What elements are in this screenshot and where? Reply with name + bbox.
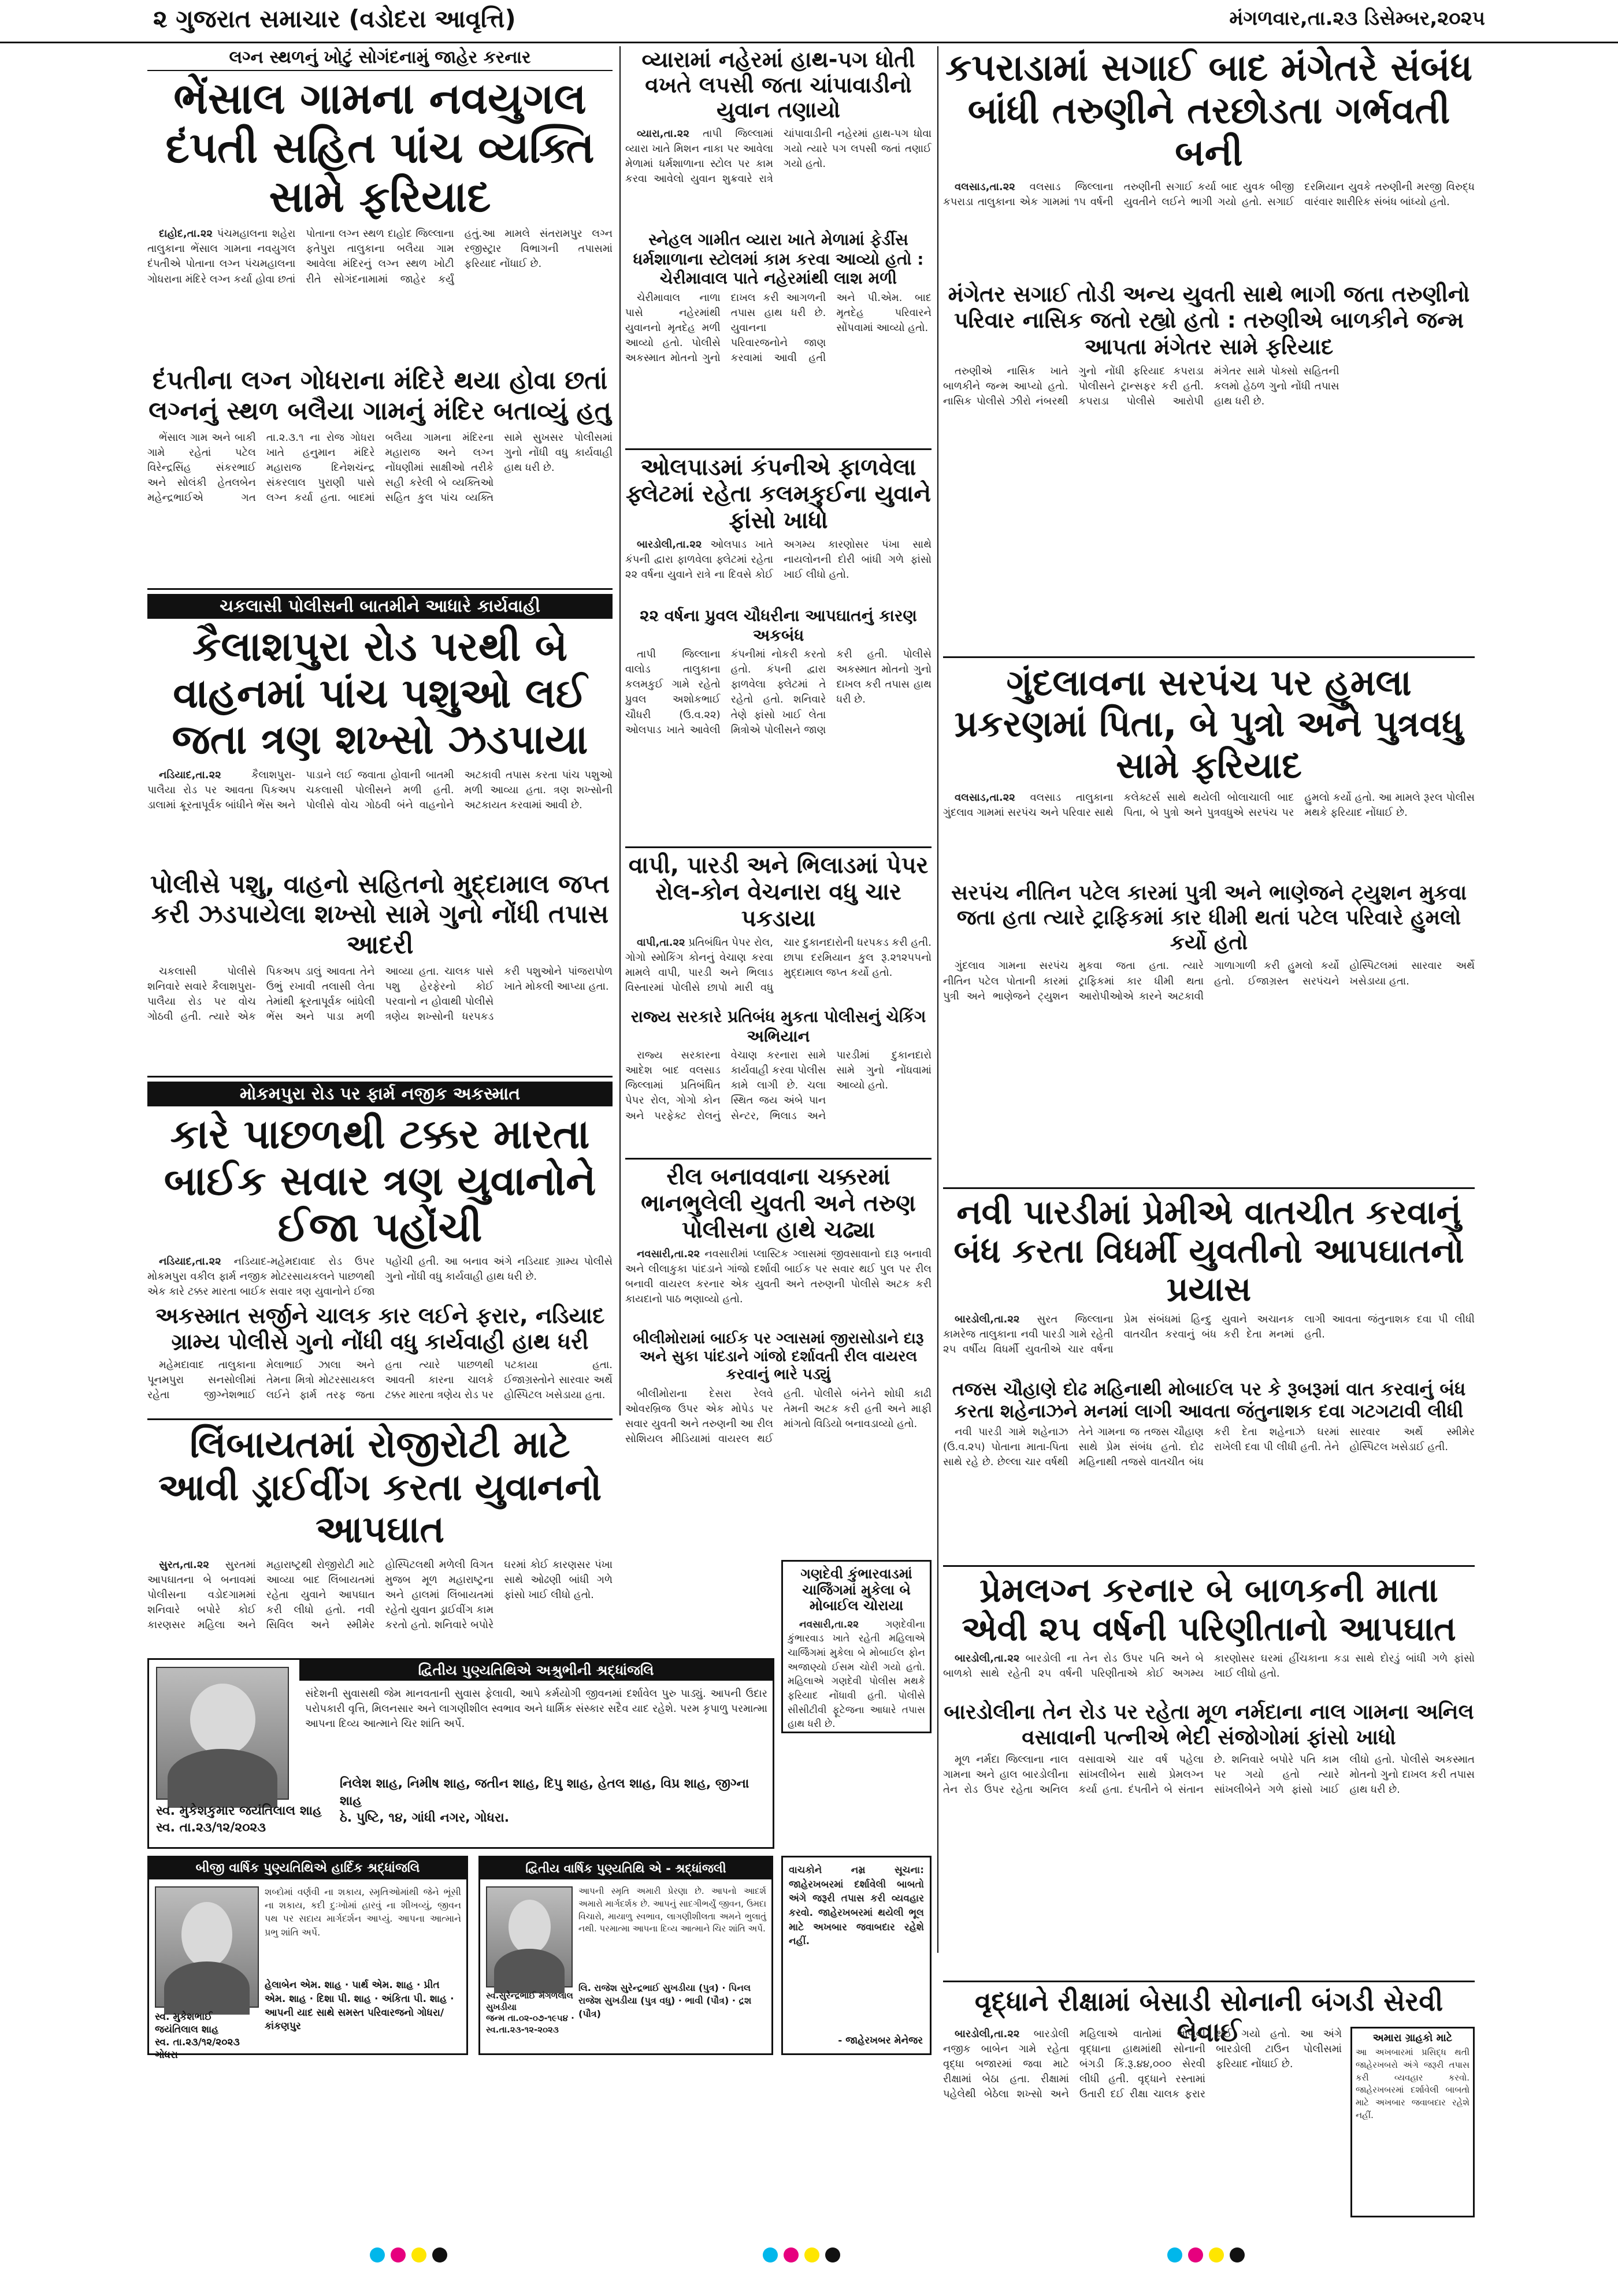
- article-lead: [943, 1651, 1475, 1697]
- headline: વાપી, પારડી અને ભિલાડમાં પેપર રોલ-કોન વેચનારા વધુ ચાર પકડાયા: [628, 852, 929, 932]
- divider: [625, 448, 932, 450]
- ad-name-block: [155, 2011, 259, 2061]
- dateline: વલસાડ,તા.૨૨: [955, 180, 1015, 193]
- portrait-photo: [486, 1886, 573, 1987]
- dateline: બારડોલી,તા.૨૨: [955, 1313, 1020, 1326]
- divider: [147, 1076, 613, 1078]
- article-body: [943, 1425, 1475, 1558]
- article-lead: [147, 1254, 613, 1301]
- article-body: [943, 1752, 1475, 1952]
- lead-text: પ્રતિબંધિત પેપર રોલ, ગોગો સ્મોકિંગ કોનનું વેચાણ કરવા મામલે વાપી, પારડી અને ભિલાડ વિસ્તારમાં પોલીસે છાપો મારી વધુ ચાર દુકાનદારોની ધરપકડ કરી હતી. છાપા દરમિયાન કુલ રૂ.૨૧૨૫૫નો મુદ્દામાલ જપ્ત કર્યો હતો.: [625, 937, 932, 994]
- portrait-photo: [155, 1886, 259, 2008]
- notice-text: આ અખબારમાં પ્રસિદ્ધ થતી જાહેરખબરો અંગે જરૂરી તપાસ કરી વ્યવહાર કરવો. જાહેરખબરમાં દર્શાવેલી બાબતો માટે અખબાર જવાબદાર રહેશે નહીં.: [1356, 2047, 1469, 2120]
- article-body: [625, 291, 932, 423]
- family-names: નિલેશ શાહ, નિમીષ શાહ, જતીન શાહ, દિપુ શાહ, હેતલ શાહ, વિપ્ર શાહ, જીગ્ના શાહ: [340, 1777, 749, 1808]
- dateline: નવસારી,તા.૨૨: [637, 1248, 700, 1260]
- body-text: મહેમદાવાદ તાલુકાના પૂનમપુરા સનસોલીમાં રહેતા જીગ્નેશભાઈ મેલાભાઈ ઝાલા અને તેમના મિત્રો મોટરસાયકલ લઈને ફાર્મ તરફ જતા હતા ત્યારે પાછળથી આવતી કારના ચાલકે ટક્કર મારતા ત્રણેય રોડ પર પટકાયા હતા. ઈજાગ્રસ્તોને સારવાર અર્થે હોસ્પિટલ ખસેડાયા હતા.: [147, 1358, 613, 1401]
- subheadline: મંગેતર સગાઈ તોડી અન્ય યુવતી સાથે ભાગી જતા તરુણીનો પરિવાર નાસિક જતો રહ્યો હતો : તરુણીએ બાળકીને જન્મ આપતા મંગેતર સામે ફરિયાદ: [948, 281, 1470, 359]
- lead-text: તાપી જિલ્લામાં વ્યારા ખાતે મિશન નાકા પર આવેલા મેળામાં ધર્મશાળાના સ્ટોલ પર કામ કરવા આવેલો યુવાન શુક્રવારે રાત્રે ચાંપાવાડીની નહેરમાં હાથ-પગ ધોવા ગયો ત્યારે પગ લપસી જતાં તણાઈ ગયો હતો.: [625, 128, 932, 185]
- lead-text: વલસાડ જિલ્લાના કપરાડા તાલુકાના એક ગામમાં ૧૫ વર્ષની તરુણીની સગાઈ કર્યા બાદ યુવક બીજી યુવતીને લઈને ભાગી ગયો હતો. સગાઈ દરમિયાન યુવકે તરુણીની મરજી વિરુદ્ધ વારંવાર શારીરિક સંબંધ બાંધ્યો હતો.: [943, 180, 1475, 208]
- dateline: વાપી,તા.૨૨: [637, 937, 685, 949]
- headline: કારે પાછળથી ટક્કર મારતા બાઈક સવાર ત્રણ યુવાનોને ઈજા પહોંચી: [164, 1110, 596, 1251]
- ad-name-block: [486, 1990, 576, 2035]
- ad-family-block: [340, 1775, 767, 1827]
- article-bardoli-suicide: [943, 1571, 1475, 1978]
- deceased-name: સ્વ. મુકેશભાઈ જયંતિલાલ શાહ: [155, 2011, 219, 2036]
- reg-dot-magenta: [1188, 2247, 1203, 2262]
- lead-text: નડિયાદ-મહેમદાવાદ રોડ ઉપર મોકમપુરા વકીલ ફાર્મ નજીક મોટરસાયકલને પાછળથી એક કારે ટક્કર મારતા બાઈક સવાર ત્રણ યુવાનોને ઈજા પહોંચી હતી. આ બનાવ અંગે નડિયાદ ગ્રામ્ય પોલીસે ગુનો નોંધી વધુ કાર્યવાહી હાથ ધરી છે.: [147, 1255, 613, 1298]
- article-lead: [625, 1247, 932, 1328]
- body-text: રાજ્ય સરકારના આદેશ બાદ વલસાડ જિલ્લામાં પ્રતિબંધિત પેપર રોલ, ગોગો કોન અને પરફેક્ટ રોલનું વેચાણ કરનારા સામે કાર્યવાહી કરવા પોલીસ કામે લાગી છે. ચલા સ્થિત જય અંબે પાન સેન્ટર, ભિલાડ અને પારડીમાં દુકાનદારો સામે ગુનો નોંધવામાં આવ્યો હતો.: [625, 1049, 932, 1122]
- divider: [625, 1158, 932, 1160]
- portrait-photo: [156, 1667, 289, 1800]
- subheadline: સ્નેહલ ગામીત વ્યારા ખાતે મેળામાં ફેર્ડીસ ધર્મશાળાના સ્ટોલમાં કામ કરવા આવ્યો હતો : ચેરીમાવાલ પાતે નહેરમાંથી લાશ મળી: [633, 230, 924, 288]
- kicker: મોકમપુરા રોડ પર ફાર્મ નજીક અકસ્માત: [147, 1082, 613, 1106]
- death-date: સ્વ. તા.૨૩/૧૨/૨૦૨૩ ગોધરા: [155, 2037, 240, 2061]
- body-text: ભેંસાલ ગામ અને બાકી ગામે રહેતાં પટેલ વિરેન્દ્રસિંહ સંકરભાઈ અને સોલંકી હેતલબેન મહેન્દ્રભાઈએ ગત તા.૨.૩.૧ ના રોજ ગોધરા ખાતે હનુમાન મંદિરે મહારાજ દિનેશચંન્દ્ર સંકરલાલ પુરાણી પાસે લગ્ન કર્યા હતા. બાદમાં બલૈયા ગામના મંદિરના મહારાજ અને લગ્ન નોંધણીમાં સાક્ષીઓ તરીકે સહી કરેલી બે વ્યક્તિઓ સહિત કુલ પાંચ વ્યક્તિ સામે સુખસર પોલીસમાં ગુનો નોંધી વધુ કાર્યવાહી હાથ ધરી છે.: [147, 431, 613, 504]
- article-bhensal: [147, 47, 613, 585]
- deceased-name: સ્વ.સુરેન્દ્રભાઈ મંગળલાલ સુખડીયા: [486, 1990, 573, 2012]
- dateline: નવસારી,તા.૨૨: [799, 1618, 859, 1630]
- article-limbayat: [147, 1424, 613, 1655]
- reg-dot-yellow: [1209, 2247, 1224, 2262]
- article-bilimora-reel: [625, 1164, 932, 1568]
- deceased-name: સ્વ. મુકેશકુમાર જયંતિલાલ શાહ: [156, 1804, 322, 1818]
- article-lead: [943, 1312, 1475, 1376]
- divider: [147, 1418, 613, 1420]
- death-date: સ્વ. તા.૨૩/૧૨/૨૦૨૩: [156, 1820, 266, 1835]
- ad-title: દ્વિતીય પુણ્યતિથિએ અશ્રુભીની શ્રદ્ધાંજલિ: [299, 1660, 773, 1681]
- reg-dot-cyan: [370, 2247, 385, 2262]
- subheadline: અકસ્માત સર્જીને ચાલક કાર લઈને ફરાર, નડિયાદ ગ્રામ્ય પોલીસે ગુનો નોંધી વધુ કાર્યવાહી હાથ ધરી: [155, 1302, 605, 1355]
- article-vapi: [625, 852, 932, 1156]
- notice-title: અમારા ગ્રાહકો માટે: [1372, 2032, 1453, 2044]
- reg-dot-magenta: [391, 2247, 406, 2262]
- dateline: વલસાડ,તા.૨૨: [955, 791, 1015, 804]
- dateline: બારડોલી,તા.૨૨: [637, 538, 702, 551]
- headline: વ્યારામાં નહેરમાં હાથ-પગ ધોતી વખતે લપસી જતા ચાંપાવાડીનો યુવાન તણાયો: [641, 47, 915, 123]
- body-text: નવી પારડી ગામે શહેનાઝ (ઉ.વ.૨૫) પોતાના માતા-પિતા સાથે રહે છે. છેલ્લા ચાર વર્ષથી તેને ગામના જ તજસ ચૌહાણ સાથે પ્રેમ સંબંધ હતો. દોઢ મહિનાથી તજસે વાતચીત બંધ કરી દેતા શહેનાઝે ઘરમાં રાખેલી દવા પી લીધી હતી. તેને સારવાર અર્થે સ્મીમેર હોસ્પિટલ ખસેડાઈ હતી.: [943, 1425, 1475, 1469]
- column-rule: [619, 46, 621, 1416]
- masthead-date: મંગળવાર,તા.૨૩ ડિસેમ્બર,૨૦૨૫: [1229, 7, 1485, 30]
- subheadline: ૨૨ વર્ષના પ્રુવલ ચૌધરીના આપઘાતનું કારણ અકબંધ: [640, 606, 917, 645]
- dateline: દાહોદ,તા.૨૨: [159, 228, 213, 240]
- article-lead: [625, 935, 932, 1005]
- masthead-title: ૨ ગુજરાત સમાચાર (વડોદરા આવૃત્તિ): [153, 5, 516, 33]
- notice-signature: - જાહેરખબર મેનેજર: [838, 2035, 923, 2046]
- article-gundlav: [943, 662, 1475, 1185]
- body-text: સુરતમાં આપઘાતના બે બનાવમાં પોલીસના વડોદગામમાં શનિવારે બપોરે કોઈ કારણસર મહિલા અને મહારાષ્ટ્રથી રોજીરોટી માટે આવ્યા બાદ લિંબાયતમાં રહેતા યુવાને આપઘાત કરી લીધો હતો. નવી સિવિલ અને સ્મીમેર હોસ્પિટલથી મળેલી વિગત મુજબ મૂળ મહારાષ્ટ્રના અને હાલમાં લિંબાયતમાં રહેતો યુવાન ડ્રાઈવીંગ કામ કરતો હતો. શનિવારે બપોરે ઘરમાં કોઈ કારણસર પંખા સાથે ઓઢણી બાંધી ગળે ફાંસો ખાઈ લીધો હતો.: [147, 1558, 613, 1632]
- notice-text: વાચકોને નમ્ર સૂચના: જાહેરખબરમાં દર્શાવેલી બાબતો અંગે જરૂરી તપાસ કરી વ્યવહાર કરવો. જાહેરખબરમાં થયેલી ભૂલ માટે અખબાર જવાબદાર રહેશે નહીં.: [789, 1864, 924, 1948]
- dateline: નડિયાદ,તા.૨૨: [159, 768, 221, 781]
- article-vyara: [625, 47, 932, 446]
- reg-dot-black: [825, 2247, 840, 2262]
- reg-dot-cyan: [1167, 2247, 1182, 2262]
- article-kailashpura: [147, 594, 613, 1073]
- reg-dot-yellow: [411, 2247, 426, 2262]
- kicker: ચકલાસી પોલીસની બાતમીને આધારે કાર્યવાહી: [147, 594, 613, 619]
- headline: કૈલાશપુરા રોડ પરથી બે વાહનમાં પાંચ પશુઓ લઈ જતા ત્રણ શખ્સો ઝડપાયા: [172, 623, 588, 763]
- headline: ગણદેવી કુંભારવાડમાં ચાર્જિંગમાં મુકેલા બે મોબાઈલ ચોરાયા: [800, 1566, 912, 1614]
- article-body: [943, 2027, 1342, 2229]
- dateline: વ્યારા,તા.૨૨: [637, 128, 689, 140]
- article-body: [943, 958, 1475, 1172]
- lead-text: સુરત જિલ્લાના કામરેજ તાલુકાના નવી પારડી ગામે રહેતી ૨૫ વર્ષીય વિધર્મી યુવતીએ ચાર વર્ષના પ્રેમ સંબંધમાં હિન્દુ યુવાને અચાનક વાતચીત કરવાનું બંધ કરી દેતા મનમાં લાગી આવતા જંતુનાશક દવા પી લીધી હતી.: [943, 1313, 1475, 1356]
- obituary-ad-2: [147, 1856, 468, 2061]
- divider: [943, 656, 1475, 658]
- article-lead: [943, 180, 1475, 278]
- body-text: બારડોલી નજીક બાબેન ગામે રહેતા વૃદ્ધા બજારમાં જવા માટે રીક્ષામાં બેઠા હતા. રીક્ષામાં પહેલેથી બેઠેલા શખ્સો અને મહિલાએ વાતોમાં ભોળવી વૃદ્ધાના હાથમાંથી સોનાની બંગડી કિં.રૂ.૪૪,૦૦૦ સેરવી લીધી હતી. વૃદ્ધાને રસ્તામાં ઉતારી દઈ રીક્ષા ચાલક ફરાર થઈ ગયો હતો. આ અંગે બારડોલી ટાઉન પોલીસમાં ફરિયાદ નોંધાઈ છે.: [943, 2028, 1342, 2101]
- reg-dot-black: [432, 2247, 447, 2262]
- subheadline: દંપતીના લગ્ન ગોધરાના મંદિરે થયા હોવા છતાં લગ્નનું સ્થળ બલૈયા ગામનું મંદિર બતાવ્યું હતુ: [149, 366, 611, 426]
- family-address: ઠે. પુષ્ટિ, ૧૪, ગાંધી નગર, ગોધરા.: [340, 1811, 510, 1826]
- article-lead: [625, 127, 932, 228]
- column-rule: [937, 46, 938, 1953]
- article-navi-pardi: [943, 1193, 1475, 1563]
- lead-text: કૈલાશપુરા-પાલૈયા રોડ પર આવતા પિકઅપ ડાલામાં ક્રૂરતાપૂર્વક બાંધીને ભેંસ અને પાડાને લઈ જવાતા હોવાની બાતમી ચકલાસી પોલીસને મળી હતી. પોલીસે વોચ ગોઠવી બંને વાહનોને અટકાવી તપાસ કરતા પાંચ પશુઓ મળી આવ્યા હતા. ત્રણ શખ્સોની અટકાયત કરવામાં આવી છે.: [147, 768, 613, 811]
- lead-text: પંચમહાલના શહેરા તાલુકાના ભેંસાલ ગામના નવયુગલ દંપતીએ પોતાના લગ્ન પંચમહાલના ગોધરાના મંદિરે લગ્ન કર્યા હોવા છતાં પોતાના લગ્ન સ્થળ દાહોદ જિલ્લાના ફતેપુરા તાલુકાના બલૈયા ગામ આવેલા મંદિરનું લગ્ન સ્થળ ખોટી રીતે સોગંદનામામાં જાહેર કર્યું હતું.આ મામલે સંતરામપુર લગ્ન રજીસ્ટ્રાર વિભાગની તપાસમાં ફરિયાદ નોંધાઈ છે.: [147, 228, 613, 285]
- body-text: મૂળ નર્મદા જિલ્લાના નાલ ગામના અને હાલ બારડોલીના તેન રોડ ઉપર રહેતા અનિલ વસાવાએ ચાર વર્ષ પહેલા સાંખલીબેન સાથે પ્રેમલગ્ન કર્યા હતા. દંપતીને બે સંતાન છે. શનિવારે બપોરે પતિ કામ પર ગયો હતો ત્યારે સાંખલીબેને ગળે ફાંસો ખાઈ લીધો હતો. પોલીસે અકસ્માત મોતનો ગુનો દાખલ કરી તપાસ હાથ ધરી છે.: [943, 1753, 1475, 1796]
- body-text: ચકલાસી પોલીસે શનિવારે સવારે કૈલાશપુરા-પાલૈયા રોડ પર વોચ ગોઠવી હતી. ત્યારે એક પિકઅપ ડાલું આવતા તેને ઉભું રખાવી તલાસી લેતા તેમાંથી ક્રૂરતાપૂર્વક બાંધેલી ભેંસ અને પાડા મળી આવ્યા હતા. ચાલક પાસે પશુ હેરફેરનો કોઈ પરવાનો ન હોવાથી પોલીસે ત્રણેય શખ્સોની ધરપકડ કરી પશુઓને પાંજરાપોળ ખાતે મોકલી આપ્યા હતા.: [147, 965, 613, 1023]
- headline: વૃદ્ધાને રીક્ષામાં બેસાડી સોનાની બંગડી સેરવી લેવાઈ: [974, 1986, 1443, 2048]
- article-body: [147, 1558, 613, 1656]
- dateline: નડિયાદ,તા.૨૨: [159, 1255, 221, 1268]
- lead-text: નવસારીમાં પ્લાસ્ટિક ગ્લાસમાં જીવસાવાનો દારૂ બનાવી અને લીલાકુકા પાંદડાને ગાંજો દર્શાવી બાઈક પર સવાર થઈ પુલ પર રીલ બનાવી વાયરલ કરનાર એક યુવતી અને તરુણની પોલીસે અટક કરી કાયદાનો પાઠ ભણાવ્યો હતો.: [625, 1248, 932, 1306]
- reg-dot-cyan: [763, 2247, 778, 2262]
- headline: પ્રેમલગ્ન કરનાર બે બાળકની માતા એવી ૨૫ વર્ષની પરિણીતાનો આપઘાત: [962, 1570, 1456, 1648]
- dateline: બારડોલી,તા.૨૨: [955, 1652, 1020, 1665]
- article-body: [625, 647, 932, 829]
- family-names: લિ. રાજેશ સુરેન્દ્રભાઈ સુખડીયા (પુત્ર) · પિનલ રાજેશ સુખડીયા (પુત્ર વધુ) · ભાવી (પૌત્ર) · દ્રશ (પૌત્ર): [578, 1982, 752, 2019]
- article-gandevi: [781, 1560, 932, 1733]
- headline: કપરાડામાં સગાઈ બાદ મંગેતરે સંબંધ બાંધી તરુણીને તરછોડતા ગર્ભવતી બની: [945, 47, 1472, 175]
- subheadline: રાજ્ય સરકારે પ્રતિબંધ મુકતા પોલીસનું ચેકિંગ અભિયાન: [630, 1007, 926, 1046]
- ad-title: દ્વિતીય વાર્ષિક પુણ્યતિથિ એ - શ્રદ્ધાંજલી: [480, 1857, 771, 1879]
- obituary-ad-1: [147, 1658, 774, 1849]
- article-kaprada: [943, 47, 1475, 654]
- reg-dot-black: [1230, 2247, 1245, 2262]
- body-text: બીલીમોરાના દેસરા રેલવે ઓવરબ્રિજ ઉપર એક મોપેડ પર સવાર યુવતી અને તરુણની આ રીલ સોશિયલ મીડિયામાં વાયરલ થઈ હતી. પોલીસે બંનેને શોધી કાઢી તેમની અટક કરી હતી અને માફી માંગતો વિડિયો બનાવડાવ્યો હતો.: [625, 1387, 932, 1445]
- body-text: તરુણીએ નાસિક ખાતે બાળકીને જન્મ આપ્યો હતો. નાસિક પોલીસે ઝીરો નંબરથી ગુનો નોંધી ફરિયાદ કપરાડા પોલીસને ટ્રાન્સફર કરી હતી. કપરાડા પોલીસે આરોપી મંગેતર સામે પોક્સો સહિતની કલમો હેઠળ ગુનો નોંધી તપાસ હાથ ધરી છે.: [943, 365, 1339, 407]
- ad-text: આપની સ્મૃતિ અમારી પ્રેરણા છે. આપનો આદર્શ અમારો માર્ગદર્શક છે. આપનું સાદગીભર્યું જીવન, ઉમદા વિચારો, માયાળુ સ્વભાવ, લાગણીશીલતા અમને ભુલાતું નથી. પરમાત્મા આપના દિવ્ય આત્માને ચિર શાંતિ અર્પે.: [578, 1886, 766, 1934]
- subheadline: બારડોલીના તેન રોડ પર રહેતા મૂળ નર્મદાના નાલ ગામના અનિલ વસાવાની પત્નીએ ભેદી સંજોગોમાં ફાંસો ખાધો: [944, 1700, 1474, 1749]
- subheadline: તજસ ચૌહાણે દોઢ મહિનાથી મોબાઈલ પર કે રૂબરૂમાં વાત કરવાનું બંધ કરતા શહેનાઝને મનમાં લાગી આવતા જંતુનાશક દવા ગટગટાવી લીધી: [952, 1378, 1466, 1422]
- subheadline: બીલીમોરામાં બાઈક પર ગ્લાસમાં જીરાસોડાને દારૂ અને સુકા પાંદડાને ગાંજો દર્શાવતી રીલ વાયરલ કરવાનું ભારે પડ્યું: [633, 1330, 924, 1384]
- subheadline: પોલીસે પશુ, વાહનો સહિતનો મુદ્દામાલ જપ્ત કરી ઝડપાયેલા શખ્સો સામે ગુનો નોંધી તપાસ આદરી: [150, 869, 610, 960]
- lead-text: વલસાડ તાલુકાના ગુંદલાવ ગામમાં સરપંચ અને પરિવાર સાથે કલેક્ટર્સ સાથે થયેલી બોલાચાલી બાદ પિતા, બે પુત્રો અને પુત્રવધુએ સરપંચ પર હુમલો કર્યો હતો. આ મામલે રૂરલ પોલીસ મથકે ફરિયાદ નોંધાઈ છે.: [943, 791, 1475, 819]
- dateline: બારડોલી,તા.૨૨: [955, 2028, 1020, 2040]
- subheadline: સરપંચ નીતિન પટેલ કારમાં પુત્રી અને ભાણેજને ટ્યુશન મુકવા જતા હતા ત્યારે ટ્રાફિકમાં કાર ધીમી થતાં પટેલ પરિવારે હુમલો કર્યો હતો: [951, 880, 1467, 955]
- article-lead: [147, 768, 613, 866]
- divider: [147, 588, 613, 590]
- article-lead: [943, 790, 1475, 877]
- ad-text: સંદેશની સુવાસથી જેમ માનવતાની સુવાસ ફેલાવી, આપે કર્મયોગી જીવનમાં દર્શાવેલ પુરુ પાડ્યું. આપની ઉદાર પરોપકારી વૃત્તિ, મિલનસાર અને લાગણીશીલ સ્વભાવ અને ધાર્મિક સંસ્કાર સદૈવ યાદ રહેશે. પરમ કૃપાળુ પરમાત્મા આપના દિવ્ય આત્માને ચિર શાંતિ અર્પે.: [305, 1688, 767, 1730]
- body-text: ગુંદલાવ ગામના સરપંચ નીતિન પટેલ પોતાની કારમાં પુત્રી અને ભાણેજને ટ્યુશન મુકવા જતા હતા. ત્યારે ટ્રાફિકમાં કાર ધીમી થતા આરોપીઓએ કારને અટકાવી ગાળાગાળી કરી હુમલો કર્યો હતો. ઈજાગ્રસ્ત સરપંચને હોસ્પિટલમાં સારવાર અર્થે ખસેડાયા હતા.: [943, 960, 1475, 1002]
- headline: ગુંદલાવના સરપંચ પર હુમલા પ્રકરણમાં પિતા, બે પુત્રો અને પુત્રવધુ સામે ફરિયાદ: [954, 662, 1464, 786]
- article-bangle-theft: [943, 1986, 1475, 2235]
- body-text: તાપી જિલ્લાના વાલોડ તાલુકાના કલમકુઈ ગામે રહેતો પ્રુવલ અશોકભાઈ ચૌધરી (ઉ.વ.૨૨) ઓલપાડ ખાતે આવેલી કંપનીમાં નોકરી કરતો હતો. કંપની દ્વારા ફાળવેલા ફ્લેટમાં તે રહેતો હતો. શનિવારે તેણે ફાંસો ખાઈ લેતા મિત્રોએ પોલીસને જાણ કરી હતી. પોલીસે અકસ્માત મોતનો ગુનો દાખલ કરી તપાસ હાથ ધરી છે.: [625, 648, 932, 736]
- dateline: સુરત,તા.૨૨: [159, 1558, 209, 1571]
- article-mokampura: [147, 1082, 613, 1417]
- divider: [943, 1981, 1475, 1982]
- lead-text: બારડોલી ના તેન રોડ ઉપર પતિ અને બે બાળકો સાથે રહેતી ૨૫ વર્ષની પરિણીતાએ કોઈ અગમ્ય કારણોસર ઘરમાં હીંચકાના કડા સાથે દોરડું બાંધી ગળે ફાંસો ખાઈ લીધો હતો.: [943, 1652, 1475, 1680]
- divider: [625, 846, 932, 848]
- ad-title: બીજી વાર્ષિક પુણ્યતિથિએ હાર્દિક શ્રદ્ધાંજલિ: [149, 1857, 466, 1879]
- masthead: [0, 0, 1618, 43]
- print-registration-marks: [0, 2236, 1618, 2296]
- advertiser-notice: [781, 1856, 932, 2055]
- article-body: [147, 430, 613, 575]
- headline: રીલ બનાવવાના ચક્કરમાં ભાનભુલેલી યુવતી અને તરુણ પોલીસના હાથે ચઢ્યા: [641, 1164, 916, 1243]
- article-olpad: [625, 454, 932, 844]
- obituary-ad-3: [478, 1856, 773, 2055]
- headline: નવી પારડીમાં પ્રેમીએ વાતચીત કરવાનું બંધ કરતા વિધર્મી યુવતીનો આપઘાતનો પ્રયાસ: [953, 1192, 1464, 1309]
- reg-dot-yellow: [804, 2247, 819, 2262]
- article-lead: [625, 537, 932, 604]
- article-body: [943, 364, 1475, 627]
- article-lead: [147, 226, 613, 362]
- body-text: ચેરીમાવાલ નાળા પાસે નહેરમાંથી યુવાનનો મૃતદેહ મળી આવ્યો હતો. પોલીસે અકસ્માત મોતનો ગુનો દાખલ કરી આગળની તપાસ હાથ ધરી છે. યુવાનના પરિવારજનોને જાણ કરવામાં આવી હતી અને પી.એમ. બાદ મૃતદેહ પરિવારને સોંપવામાં આવ્યો હતો.: [625, 291, 932, 365]
- headline: ઓલપાડમાં કંપનીએ ફાળવેલા ફ્લેટમાં રહેતા કલમકુઈના યુવાને ફાંસો ખાધો: [625, 454, 932, 534]
- headline: ભેંસાલ ગામના નવયુગલ દંપતી સહિત પાંચ વ્યક્તિ સામે ફરિયાદ: [165, 74, 595, 222]
- body-text: ગણદેવીના કુંભારવાડ ખાતે રહેતી મહિલાએ ચાર્જિંગમાં મુકેલા બે મોબાઈલ ફોન અજાણ્યો ઈસમ ચોરી ગયો હતો. મહિલાએ ગણદેવી પોલીસ મથકે ફરિયાદ નોંધાવી હતી. પોલીસે સીસીટીવી ફૂટેજના આધારે તપાસ હાથ ધરી છે.: [788, 1618, 925, 1730]
- notice-box: [1350, 2027, 1475, 2217]
- ad-text: શબ્દોમાં વર્ણવી ના શકાય, સ્મૃતિઓમાંથી જેને ભૂંસી ના શકાય, કદી દુઃખોમાં હારવું ના શીખવ્યું, જીવન પથ પર સદાય માર્ગદર્શન આપ્યું. આપના આત્માને પ્રભુ શાંતિ અર્પે.: [265, 1886, 461, 1938]
- divider: [943, 1565, 1475, 1567]
- article-body: [625, 1048, 932, 1164]
- reg-dot-magenta: [784, 2247, 799, 2262]
- article-body: [788, 1618, 925, 1732]
- ad-name-block: [156, 1803, 329, 1836]
- headline: લિંબાયતમાં રોજીરોટી માટે આવી ડ્રાઈવીંગ કરતા યુવાનનો આપઘાત: [158, 1424, 602, 1552]
- family-names: હેલાબેન એમ. શાહ · પાર્થ એમ. શાહ · પ્રીત એમ. શાહ · દિશા પી. શાહ · અંકિતા પી. શાહ · આપની યાદ સાથે સમસ્ત પરિવારજનો ગોધરા/કાંકણપુર: [265, 1979, 454, 2033]
- kicker: લગ્ન સ્થળનું ખોટું સોગંદનામું જાહેર કરનાર: [147, 47, 613, 71]
- birth-death-dates: જન્મ તા.૦૨-૦૭-૧૯૫૪ · સ્વ.તા.૨૩-૧૨-૨૦૨૩: [486, 2013, 574, 2035]
- lead-text: ઓલપાડ ખાતે કંપની દ્વારા ફાળવેલા ફ્લેટમાં રહેતા ૨૨ વર્ષના યુવાને રાત્રે ના દિવસે કોઈ અગમ્ય કારણોસર પંખા સાથે નાયલોનની દોરી બાંધી ગળે ફાંસો ખાઈ લીધો હતો.: [625, 538, 932, 581]
- divider: [943, 1187, 1475, 1189]
